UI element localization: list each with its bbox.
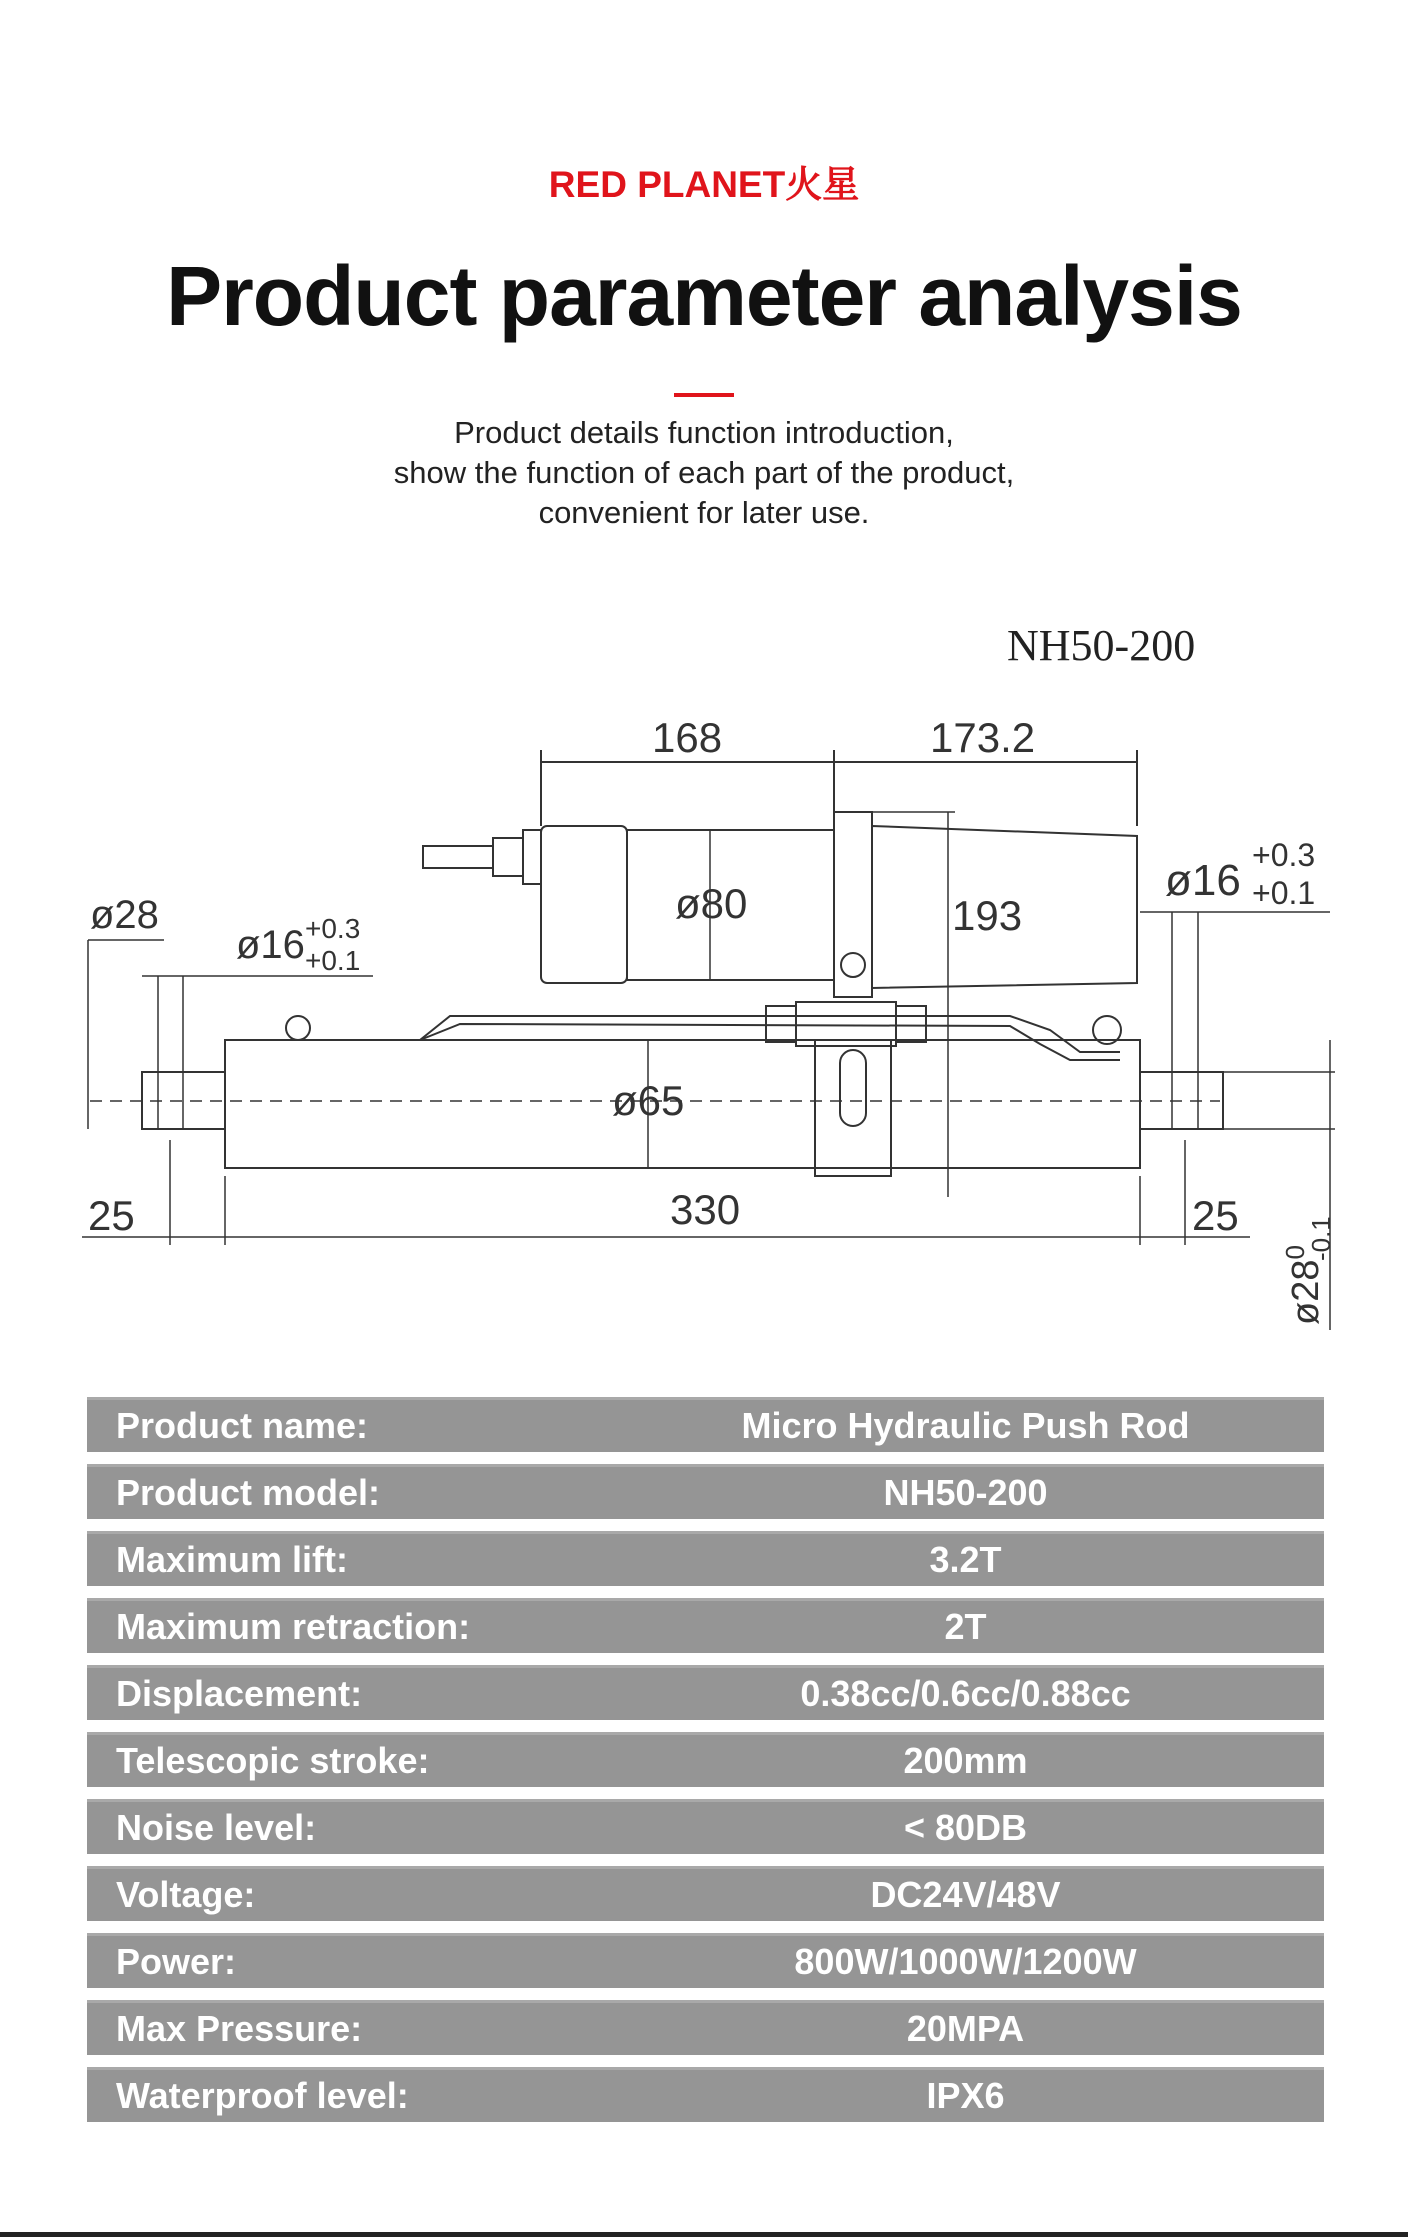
spec-label: Product model:: [116, 1472, 381, 1513]
spec-value: DC24V/48V: [870, 1874, 1061, 1915]
tol-lower-left: +0.1: [305, 945, 361, 976]
spec-label: Telescopic stroke:: [116, 1740, 430, 1781]
spec-value: IPX6: [926, 2075, 1005, 2116]
dim-173-2: 173.2: [930, 714, 1036, 761]
dim-168: 168: [652, 714, 723, 761]
dim-25-left: 25: [88, 1192, 135, 1239]
dim-330: 330: [670, 1186, 741, 1233]
spec-row: [87, 1665, 1324, 1720]
accent-divider: [674, 393, 734, 397]
dim-phi16-right: ø16: [1165, 856, 1241, 905]
subtitle-line: show the function of each part of the product,: [393, 455, 1015, 490]
dim-phi65: ø65: [612, 1077, 685, 1124]
dim-phi80: ø80: [675, 880, 748, 927]
brand-label: RED PLANET火星: [548, 164, 860, 205]
spec-value: 3.2T: [929, 1539, 1002, 1580]
spec-label: Product name:: [116, 1405, 369, 1446]
bottom-divider: [0, 2232, 1408, 2237]
page-title: Product parameter analysis: [166, 249, 1242, 343]
dim-phi16-left: ø16: [236, 923, 305, 967]
spec-value: 800W/1000W/1200W: [794, 1941, 1137, 1982]
spec-row: [87, 2000, 1324, 2055]
dim-25-right: 25: [1192, 1192, 1239, 1239]
spec-row: [87, 1397, 1324, 1452]
dim-193: 193: [952, 892, 1023, 939]
spec-label: Voltage:: [116, 1874, 256, 1915]
spec-row: [87, 1799, 1324, 1854]
technical-drawing: [0, 600, 1408, 1360]
dim-phi28-left: ø28: [90, 893, 159, 937]
model-label: NH50-200: [1007, 621, 1196, 670]
spec-value: 200mm: [903, 1740, 1028, 1781]
dim-phi28-right: $ø28^0-0.1$: [1280, 1216, 1336, 1325]
spec-label: Max Pressure:: [116, 2008, 363, 2049]
subtitle-line: convenient for later use.: [538, 495, 870, 530]
spec-table: [87, 1397, 1324, 2134]
spec-value: < 80DB: [903, 1807, 1028, 1848]
spec-row: [87, 1933, 1324, 1988]
spec-row: [87, 2067, 1324, 2122]
spec-row: [87, 1464, 1324, 1519]
spec-row: [87, 1732, 1324, 1787]
spec-label: Maximum lift:: [116, 1539, 349, 1580]
subtitle: [0, 413, 1408, 533]
spec-row: [87, 1531, 1324, 1586]
spec-value: 0.38cc/0.6cc/0.88cc: [800, 1673, 1131, 1714]
subtitle-line: Product details function introduction,: [454, 415, 954, 450]
tol-lower-right: +0.1: [1252, 875, 1316, 911]
spec-label: Waterproof level:: [116, 2075, 409, 2116]
spec-label: Noise level:: [116, 1807, 317, 1848]
tol-upper-right: +0.3: [1252, 837, 1316, 873]
spec-row: [87, 1866, 1324, 1921]
tol-upper-left: +0.3: [305, 913, 361, 944]
spec-value: 2T: [944, 1606, 987, 1647]
spec-value: 20MPA: [906, 2008, 1025, 2049]
spec-row: [87, 1598, 1324, 1653]
spec-label: Power:: [116, 1941, 237, 1982]
spec-value: Micro Hydraulic Push Rod: [741, 1405, 1190, 1446]
spec-value: NH50-200: [883, 1472, 1048, 1513]
spec-label: Maximum retraction:: [116, 1606, 471, 1647]
spec-label: Displacement:: [116, 1673, 363, 1714]
